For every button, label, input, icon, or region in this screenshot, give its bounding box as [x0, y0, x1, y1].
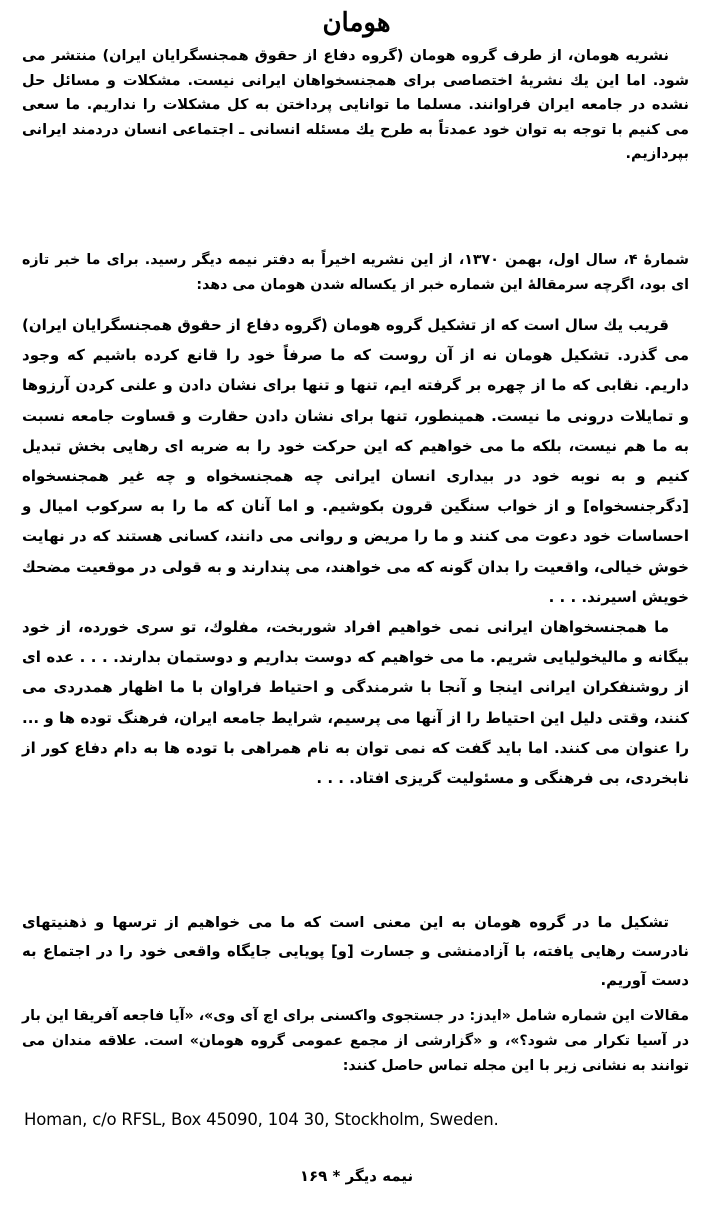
page-title: هومان: [322, 8, 391, 38]
mailing-address: Homan, c/o RFSL, Box 45090, 104 30, Stockholm, Sweden.: [24, 1110, 499, 1129]
quote-paragraph-1: قریب یك سال است که از تشکیل گروه هومان (گروه دفاع از حقوق همجنسگرایان ایران) می گذرد. تشکیل هومان نه از آن روست که ما صرفاً خود را قانع کرده باشیم که وجود داریم. نقابی که ما از چهره بر گرفته ایم، تنها و تنها برای نشان دادن و علنی کردن آرزوها و تمایلات درونی ما نیست. همینطور، تنها برای نشان دادن حقارت و قساوت جامعه نسبت به ما هم نیست، بلکه ما می خواهیم که این حرکت خود را به ضربه ای رهایی بخش تبدیل کنیم و به نوبه خود در بیداری انسان ایرانی چه همجنسخواه و چه غیر همجنسخواه [دگرجنسخواه] و از خواب سنگین قرون بکوشیم. و اما آنان که ما را به سرکوب امیال و احساسات خود دعوت می کنند و ما را مریض و روانی می دانند، کسانی هستند که در نهایت خوش خیالی، واقعیت را بدان گونه که می خواهند، می پندارند و به قولی در موقعیت مضحك خویش اسیرند. . . .: [22, 316, 689, 606]
issue-paragraph: شمارهٔ ۴، سال اول، بهمن ۱۳۷۰، از این نشریه اخیراً به دفتر نیمه دیگر رسید. برای ما خبر تازه ای بود، اگرچه سرمقالهٔ این شماره خبر از یکساله شدن هومان می دهد:: [22, 252, 689, 293]
intro-paragraph: نشریه هومان، از طرف گروه هومان (گروه دفاع از حقوق همجنسگرایان ایران) منتشر می شود. اما این یك نشریهٔ اختصاصی برای همجنسخواهان ایرانی نیست. مشکلات و مسائل حل نشده در جامعه ایران فراوانند. مسلما ما توانایی پرداختن به کل مشکلات را نداریم. ما سعی می کنیم با توجه به توان خود عمدتاً به طرح یك مسئله انسانی ـ اجتماعی انسان دردمند ایرانی بپردازیم.: [22, 48, 689, 163]
page-footer: نیمه دیگر * ۱۶۹: [299, 1167, 414, 1185]
quote-paragraph-2: ما همجنسخواهان ایرانی نمی خواهیم افراد شوربخت، مفلوك، تو سری خورده، از خود بیگانه و مالیخولیایی شریم. ما می خواهیم که دوست بداریم و دوستمان بدارند. . . . عده ای از روشنفکران ایرانی اینجا و آنجا با شرمندگی و احتیاط فراوان با ما اظهار همدردی می کنند، وقتی دلیل این احتیاط را از آنها می پرسیم، شرایط جامعه ایران، فرهنگ توده ها و ... را عنوان می کنند. اما باید گفت که نمی توان به نام همراهی با توده ها به دام دفاع کور از نابخردی، بی فرهنگی و مسئولیت گریزی افتاد. . . .: [22, 618, 689, 788]
quote-block: [22, 310, 689, 793]
quote-paragraph-3: تشکیل ما در گروه هومان به این معنی است که ما می خواهیم از ترسها و ذهنیتهای نادرست رهایی یافته، با آزادمنشی و جسارت [و] پویایی جایگاه واقعی خود را در اجتماع به دست آوریم.: [22, 914, 689, 989]
articles-paragraph: مقالات این شماره شامل «ایدز: در جستجوی واکسنی برای اچ آی وی»، «آیا فاجعه آفریقا این بار در آسیا تکرار می شود؟»، و «گزارشی از مجمع عمومی گروه هومان» است. علاقه مندان می توانند به نشانی زیر با این مجله تماس حاصل کنند:: [22, 1008, 689, 1074]
